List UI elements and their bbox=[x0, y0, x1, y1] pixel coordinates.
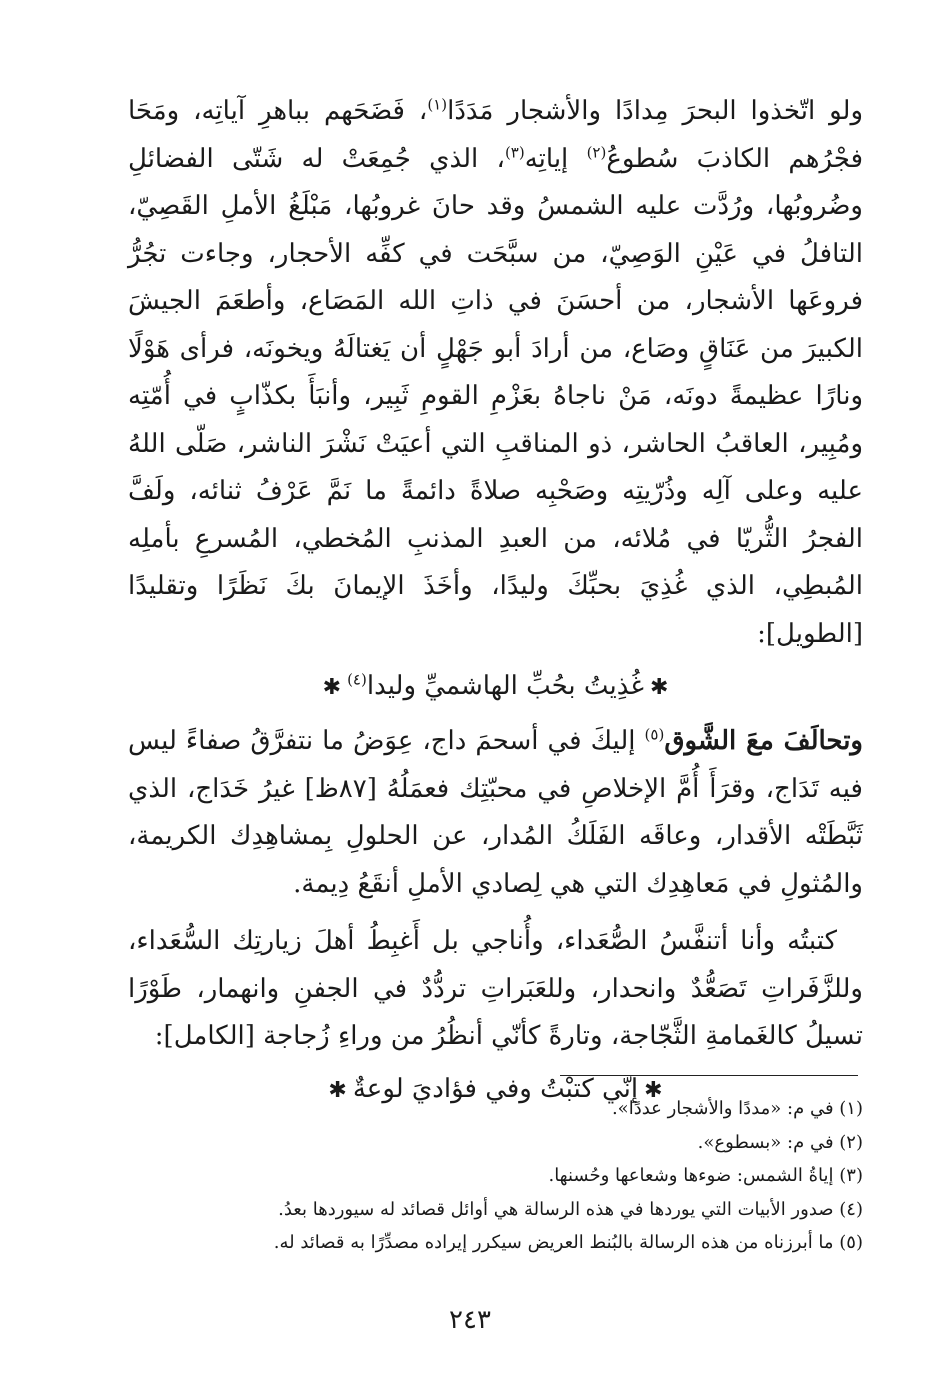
paragraph-1-part-b: ، فَضَحَهم بباهرِ آياتِه، ومَحَا فجْرُهم الكاذبَ سُطوعُ bbox=[128, 96, 863, 174]
footnote-ref-4: (٤) bbox=[347, 670, 367, 689]
paragraph-3-text: كتبتُه وأنا أتنفَّسُ الصُّعَداء، وأُناجي بل أَغبِطُ أهلَ زيارتِك السُّعَداء، وللزَّفَراتِ تَصَعُّدٌ وانحدار، وللعَبَراتِ تردُّدٌ في الجفنِ وانهمار، طَوْرًا تسيلُ كالغَمامةِ الثَّجّاجة، وتارةً كأنّي أنظُرُ من وراءِ زُجاجة [الكامل]: bbox=[128, 926, 863, 1051]
verse-star-icon: ✱ bbox=[644, 1077, 663, 1103]
paragraph-3 bbox=[128, 918, 863, 1061]
paragraph-1-part-a: ولو اتّخذوا البحرَ مِدادًا والأشجار مَدَدًا bbox=[447, 96, 864, 126]
page-number: ٢٤٣ bbox=[449, 1305, 491, 1335]
verse-star-icon: ✱ bbox=[322, 675, 342, 700]
main-text bbox=[128, 88, 863, 1121]
footnote-ref-5: (٥) bbox=[644, 725, 665, 744]
verse-star-icon: ✱ bbox=[649, 675, 669, 700]
footnote-1: (١) في م: «مددًا والأشجار عددًا». bbox=[611, 1098, 863, 1119]
paragraph-2-text: إليكَ في أسحمَ داج، عِوَضُ ما نتفرَّقُ صفاءً ليس فيه تَدَاج، وقرَأَ أُمَّ الإخلاصِ في محبّتِك فعمَلُهُ [٨٧ظ] غيرُ خَدَاج، الذي ثَبَّطَتْه الأقدار، وعاقَه الفَلَكُ المُدار، عن الحلولِ بِمشاهِدِك الكريمة، والمُثولِ في مَعاهِدِك التي هي لِصادي الأملِ أنقَعُ دِيمة. bbox=[128, 726, 863, 899]
footnote-ref-3: (٣) bbox=[504, 142, 525, 161]
paragraph-1-part-c: إياتِه bbox=[524, 143, 587, 174]
paragraph-1-part-d: ، الذي جُمِعَتْ له شَتّى الفضائلِ وضُروبُها، ورُدَّت عليه الشمسُ وقد حانَ غروبُها، مَبْلَغُ الأملِ القَصِيّ، التافلُ في عَيْنِ الوَصِيّ، من سبَّحَت في كفِّه الأحجار، وجاءت تجُرُّ فروعَها الأشجار، من أحسَنَ في ذاتِ الله المَصَاع، وأطعَمَ الجيشَ الكبيرَ من عَنَاقٍ وصَاع، من أرادَ أبو جَهْلٍ أن يَغتالَهُ ويخونَه، فرأى هَوْلًا ونارًا عظيمةً دونَه، مَنْ ناجاهُ بعَزْمِ القومِ ثَبِير، وأنبَأَ بكذّابٍ في أُمّتِه ومُبِير، العاقبُ الحاشر، ذو المناقبِ التي أعيَتْ نَشْرَ الناشر، صَلّى اللهُ عليه وعلى آلِه وذُرّيتِه وصَحْبِه صلاةً دائمةً ما نَمَّ عَرْفُ ثنائه، ولَفَّ الفجرُ الثُّريّا في مُلائه، من العبدِ المذنبِ المُخطي، المُسرعِ بأملِه المُبطِي، الذي غُذِيَ بحبِّكَ وليدًا، وأخَذَ الإيمانَ بكَ نَظَرًا وتقليدًا [الطويل]: bbox=[128, 143, 863, 649]
footnote-4: (٤) صدور الأبيات التي يوردها في هذه الرسالة هي أوائل قصائد له سيوردها بعدُ. bbox=[278, 1198, 863, 1220]
footnote-separator bbox=[560, 1075, 858, 1076]
footnote-ref-2: (٢) bbox=[586, 142, 607, 161]
footnotes bbox=[200, 1092, 863, 1260]
footnote-3: (٣) إياةُ الشمس: ضوءها وشعاعها وحُسنها. bbox=[548, 1165, 863, 1186]
paragraph-1 bbox=[128, 88, 863, 658]
paragraph-2-bold-lead: وتحالَفَ معَ الشَّوق bbox=[664, 726, 863, 756]
verse-star-icon: ✱ bbox=[328, 1077, 347, 1103]
footnote-ref-1: (١) bbox=[427, 95, 448, 114]
footnote-5: (٥) ما أبرزناه من هذه الرسالة بالبُنط العريض سيكرر إيراده مصدِّرًا به قصائد له. bbox=[273, 1232, 863, 1253]
verse-1-text: غُذِيتُ بحُبِّ الهاشميِّ وليدا bbox=[366, 671, 644, 701]
verse-1 bbox=[128, 661, 863, 713]
verse-2-text: إنّي كتبْتُ وفي فؤاديَ لوعةٌ bbox=[352, 1073, 639, 1104]
paragraph-2 bbox=[128, 718, 863, 908]
footnote-2: (٢) في م: «بسطوع». bbox=[697, 1131, 863, 1153]
